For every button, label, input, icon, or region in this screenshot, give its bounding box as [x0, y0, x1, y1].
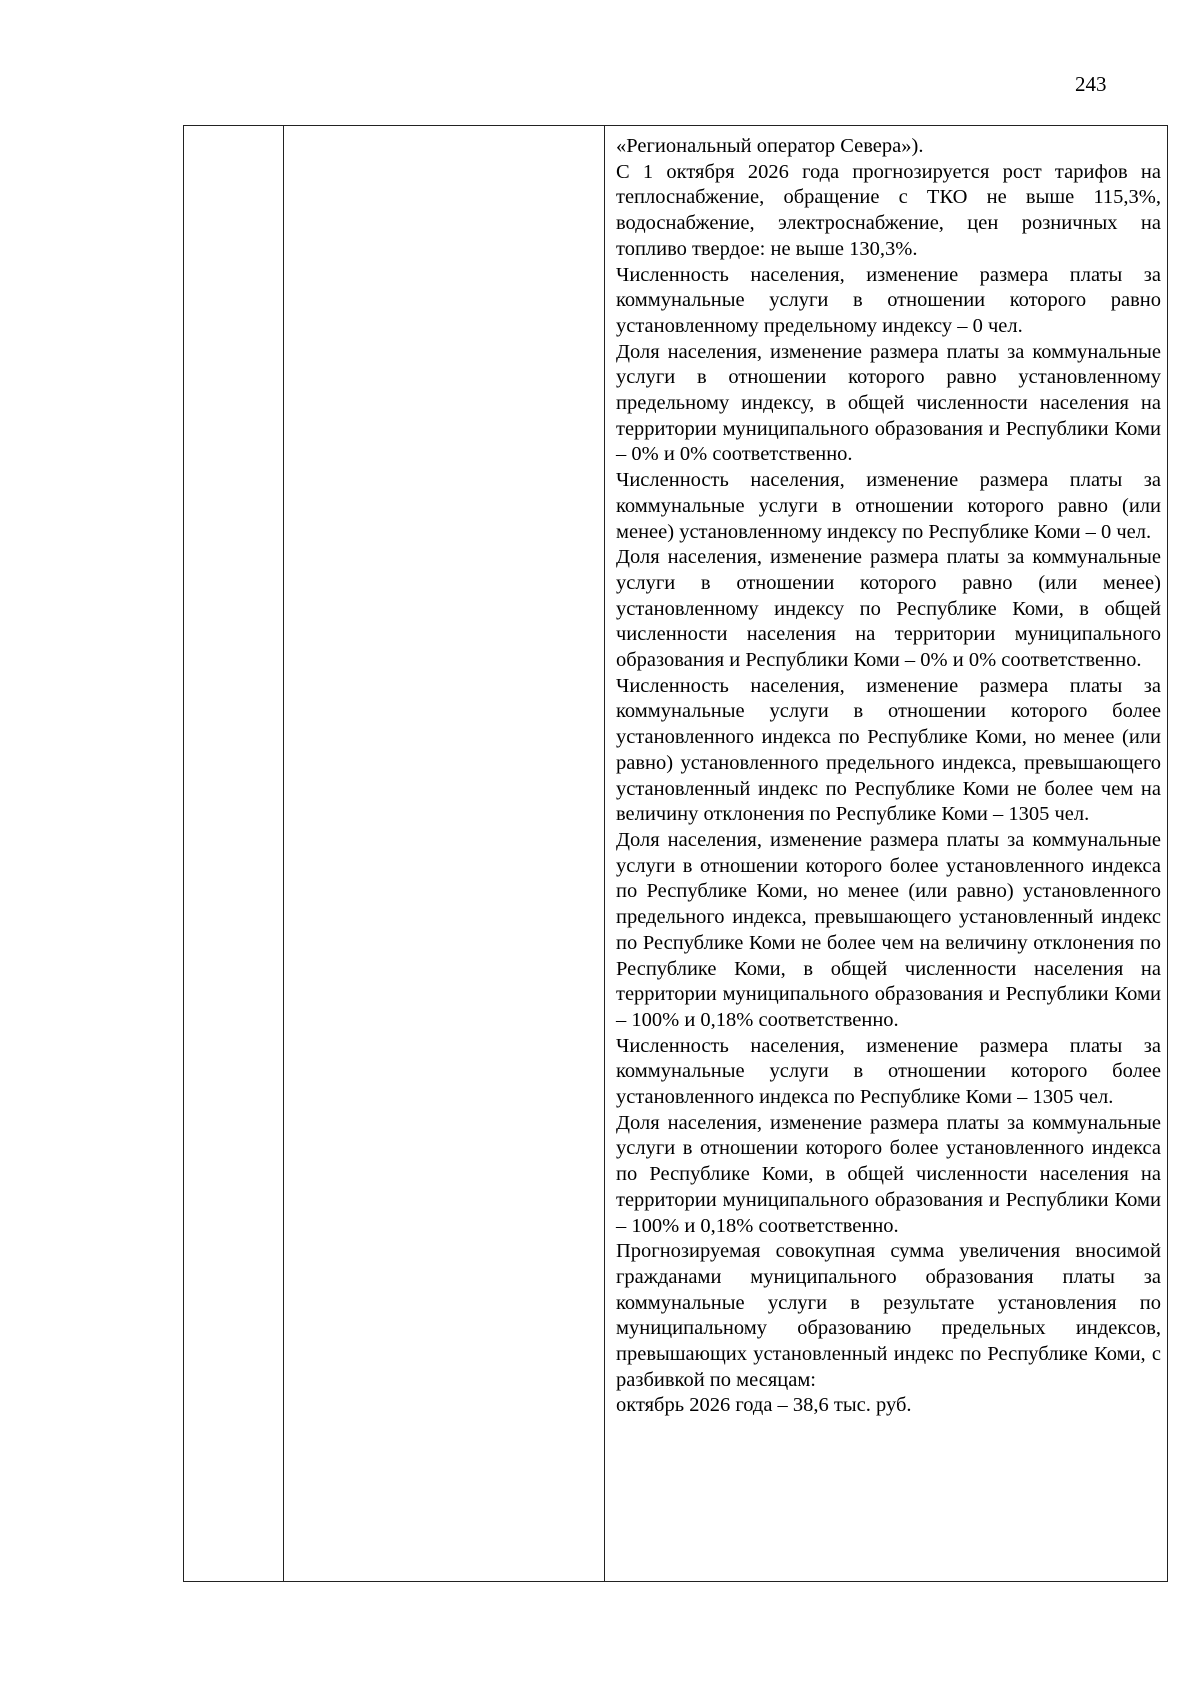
paragraph-population-equal-limit: Численность населения, изменение размера платы за коммунальные услуги в отношении которого равно установленному предельному индексу – 0 чел.: [616, 263, 1161, 337]
paragraph-forecast-sum: Прогнозируемая совокупная сумма увеличения вносимой гражданами муниципального образования платы за коммунальные услуги в результате установления по муниципальному образованию предельных индексов, превышающих установленный индекс по Республике Коми, с разбивкой по месяцам:: [616, 1240, 1161, 1391]
document-table: [183, 125, 1168, 1582]
paragraph-share-equal-index: Доля населения, изменение размера платы за коммунальные услуги в отношении которого равно (или менее) установленному индексу по Республике Коми, в общей численности населения на территории муниципального образования и Республики Коми – 0% и 0% соответственно.: [616, 546, 1161, 672]
table-cell-column-3: [605, 126, 1168, 1582]
table-row: [184, 126, 1168, 1582]
table-cell-column-2: [284, 126, 605, 1582]
cell-text-block: [605, 126, 1167, 1419]
paragraph-share-equal-limit: Доля населения, изменение размера платы за коммунальные услуги в отношении которого равно установленному предельному индексу, в общей численности населения на территории муниципального образования и Республики Коми – 0% и 0% соответственно.: [616, 340, 1161, 466]
paragraph-share-above-index: Доля населения, изменение размера платы за коммунальные услуги в отношении которого более установленного индекса по Республике Коми, в общей численности населения на территории муниципального образования и Республики Коми – 100% и 0,18% соответственно.: [616, 1111, 1161, 1237]
paragraph-tariff-growth: С 1 октября 2026 года прогнозируется рост тарифов на теплоснабжение, обращение с ТКО не выше 115,3%, водоснабжение, электроснабжение, цен розничных на топливо твердое: не выше 130,3%.: [616, 160, 1161, 260]
page-number: 243: [1075, 72, 1107, 96]
table-cell-column-1: [184, 126, 284, 1582]
paragraph-population-within-deviation: Численность населения, изменение размера платы за коммунальные услуги в отношении которого более установленного индекса по Республике Коми, но менее (или равно) установленного предельного индекса, превышающего установленный индекс по Республике Коми не более чем на величину отклонения по Республике Коми – 1305 чел.: [616, 674, 1161, 826]
paragraph-operator-continuation: «Региональный оператор Севера»).: [616, 135, 924, 157]
paragraph-population-above-index: Численность населения, изменение размера платы за коммунальные услуги в отношении которого более установленного индекса по Республике Коми – 1305 чел.: [616, 1034, 1161, 1109]
paragraph-population-equal-index: Численность населения, изменение размера платы за коммунальные услуги в отношении которого равно (или менее) установленному индексу по Республике Коми – 0 чел.: [616, 469, 1161, 543]
paragraph-october-amount: октябрь 2026 года – 38,6 тыс. руб.: [616, 1394, 912, 1417]
paragraph-share-within-deviation: Доля населения, изменение размера платы за коммунальные услуги в отношении которого более установленного индекса по Республике Коми, но менее (или равно) установленного предельного индекса, превышающего установленный индекс по Республике Коми не более чем на величину отклонения по Республике Коми, в общей численности населения на территории муниципального образования и Республики Коми – 100% и 0,18% соответственно.: [616, 828, 1161, 1031]
